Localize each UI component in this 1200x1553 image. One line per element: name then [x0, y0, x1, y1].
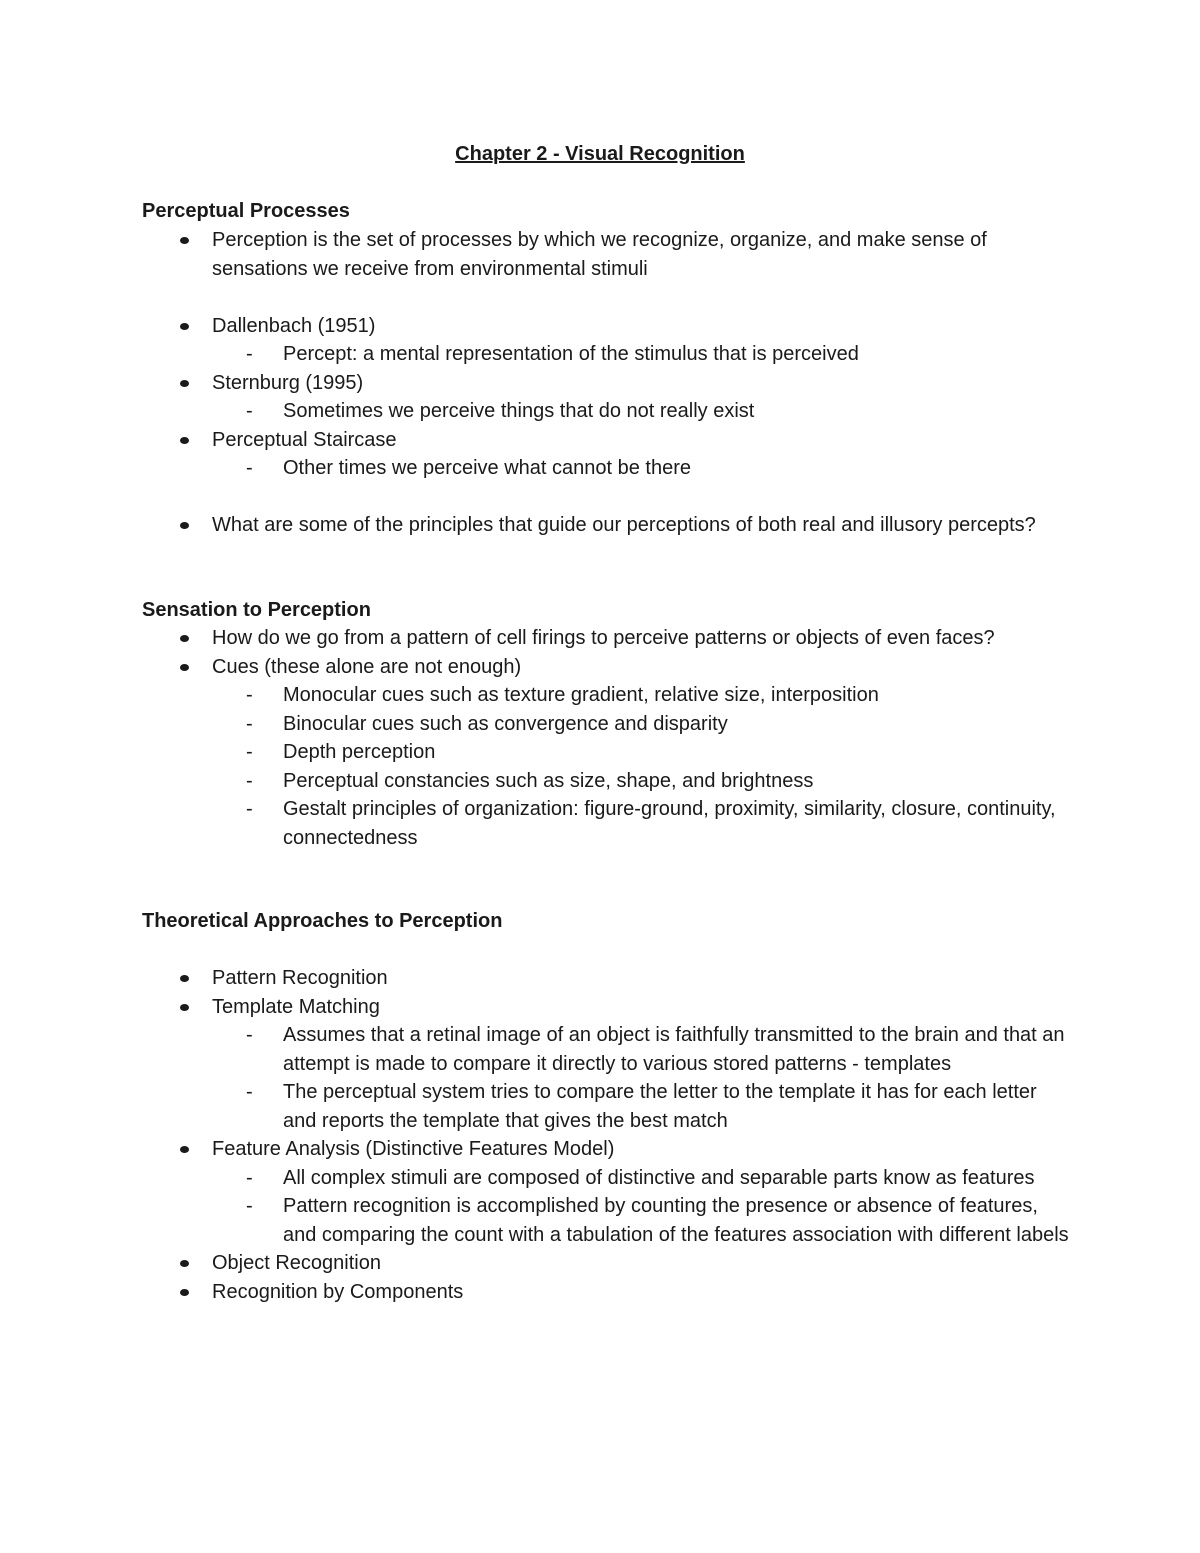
sub-item: - Perceptual constancies such as size, shape, and brightness: [142, 767, 1072, 796]
sub-item: - Pattern recognition is accomplished by counting the presence or absence of features, and comparing the count with a tabulation of the features association with different labels: [142, 1192, 1072, 1249]
sub-item: - Binocular cues such as convergence and disparity: [142, 710, 1072, 739]
bullet-dot-icon: [180, 323, 189, 330]
dash-icon: -: [246, 712, 253, 735]
sub-item: - All complex stimuli are composed of distinctive and separable parts know as features: [142, 1164, 1072, 1193]
dash-icon: -: [246, 400, 253, 422]
bullet-dot-icon: [180, 635, 189, 642]
section-heading-perceptual-processes: Perceptual Processes: [142, 200, 350, 222]
section-heading-theoretical-approaches: Theoretical Approaches to Perception: [142, 910, 503, 932]
bullet-dot-icon: [180, 522, 189, 529]
dash-icon: -: [246, 798, 253, 820]
dash-icon: -: [246, 741, 253, 763]
sub-item: - Gestalt principles of organization: figure-ground, proximity, similarity, closure, continuity, connectedness: [142, 795, 1072, 852]
page-title: Chapter 2 - Visual Recognition: [455, 143, 745, 165]
bullet-item: What are some of the principles that guide our perceptions of both real and illusory percepts?: [142, 511, 1072, 540]
dash-icon: -: [246, 343, 253, 365]
bullet-item: Cues (these alone are not enough): [142, 653, 1072, 682]
section-heading-sensation-to-perception: Sensation to Perception: [142, 599, 371, 621]
dash-icon: -: [246, 1166, 253, 1189]
sub-item: - Depth perception: [142, 738, 1072, 767]
dash-icon: -: [246, 457, 253, 479]
bullet-item: Object Recognition: [142, 1249, 1072, 1278]
dash-icon: -: [246, 684, 253, 706]
bullet-dot-icon: [180, 975, 189, 982]
sub-item: - Other times we perceive what cannot be there: [142, 454, 1072, 483]
bullet-item: Perception is the set of processes by which we recognize, organize, and make sense of sensations we receive from environmental stimuli: [142, 226, 1072, 283]
dash-icon: -: [246, 1081, 253, 1103]
dash-icon: -: [246, 1024, 253, 1046]
sub-item: - Assumes that a retinal image of an object is faithfully transmitted to the brain and that an attempt is made to compare it directly to various stored patterns - templates: [142, 1021, 1072, 1078]
bullet-item: Perceptual Staircase: [142, 426, 1072, 455]
bullet-item: Feature Analysis (Distinctive Features Model): [142, 1135, 1072, 1164]
bullet-dot-icon: [180, 237, 189, 244]
section-body-theoretical-approaches: [142, 964, 1072, 1306]
bullet-item: How do we go from a pattern of cell firings to perceive patterns or objects of even faces?: [142, 624, 1072, 653]
bullet-dot-icon: [180, 1289, 189, 1296]
bullet-dot-icon: [180, 664, 189, 671]
bullet-item: Dallenbach (1951): [142, 312, 1072, 341]
sub-item: - Percept: a mental representation of the stimulus that is perceived: [142, 340, 1072, 369]
section-body-perceptual-processes: [142, 226, 1072, 540]
bullet-dot-icon: [180, 437, 189, 444]
bullet-item: Pattern Recognition: [142, 964, 1072, 993]
bullet-dot-icon: [180, 1004, 189, 1011]
sub-item: - Sometimes we perceive things that do not really exist: [142, 397, 1072, 426]
dash-icon: -: [246, 1195, 253, 1217]
bullet-dot-icon: [180, 380, 189, 387]
section-body-sensation-to-perception: [142, 624, 1072, 852]
bullet-item: Template Matching: [142, 993, 1072, 1022]
bullet-dot-icon: [180, 1146, 189, 1153]
dash-icon: -: [246, 769, 253, 792]
bullet-item: Sternburg (1995): [142, 369, 1072, 398]
bullet-item: Recognition by Components: [142, 1278, 1072, 1307]
sub-item: - Monocular cues such as texture gradient, relative size, interposition: [142, 681, 1072, 710]
bullet-dot-icon: [180, 1260, 189, 1267]
sub-item: - The perceptual system tries to compare the letter to the template it has for each letter and reports the template that gives the best match: [142, 1078, 1072, 1135]
